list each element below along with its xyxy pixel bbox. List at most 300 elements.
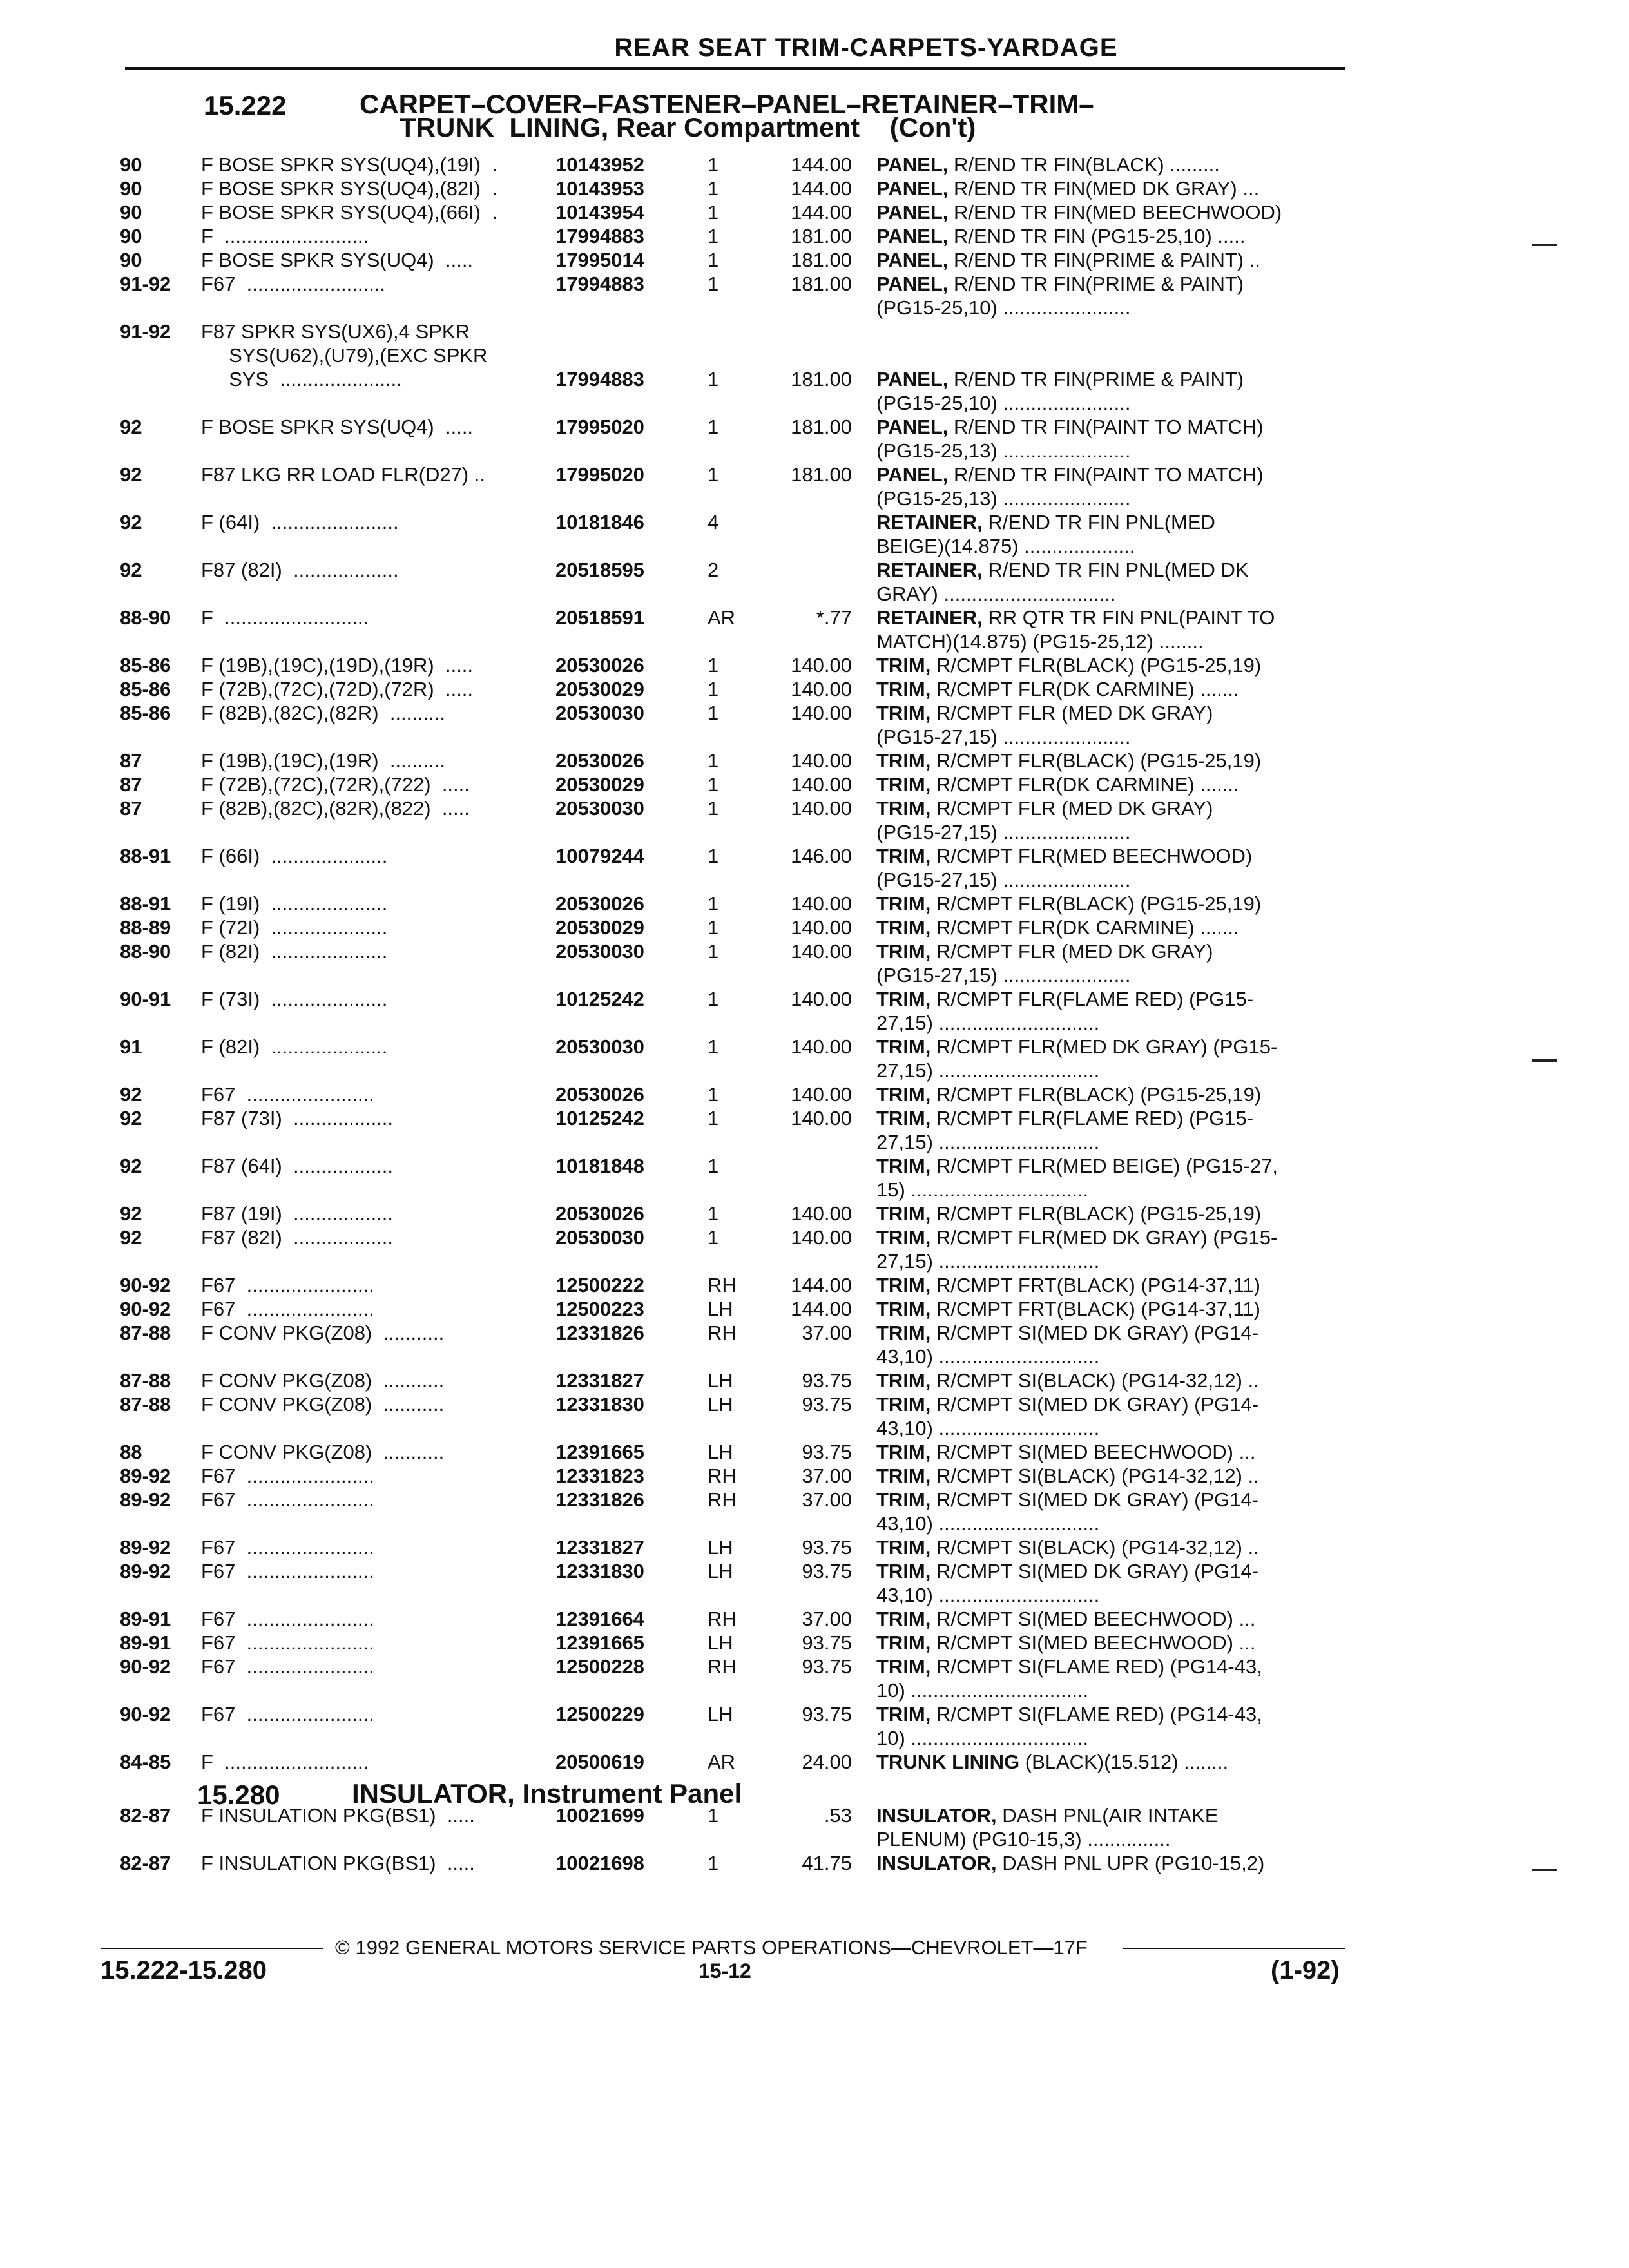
row-year: 89-91: [120, 1631, 171, 1654]
row-application: F (19I) .....................: [201, 892, 388, 915]
row-application: F ..........................: [201, 606, 369, 629]
row-year: 90: [120, 177, 142, 200]
row-description-keyword: RETAINER,: [876, 606, 983, 629]
row-price: 140.00: [791, 1035, 852, 1058]
row-description-keyword: TRIM,: [876, 1155, 931, 1177]
row-description-text: (PG15-27,15) .......................: [876, 726, 1131, 748]
row-description-keyword: TRIM,: [876, 916, 931, 939]
row-description-text: MATCH)(14.875) (PG15-25,12) ........: [876, 630, 1204, 653]
table-row: [0, 1464, 1629, 1488]
row-description-text: R/CMPT FRT(BLACK) (PG14-37,11): [930, 1274, 1260, 1296]
row-description: [876, 987, 1340, 1011]
row-quantity: 2: [708, 559, 719, 581]
row-quantity: RH: [708, 1655, 737, 1678]
table-row: [0, 963, 1629, 987]
row-application: F CONV PKG(Z08) ...........: [201, 1393, 445, 1416]
table-row: [0, 272, 1629, 296]
row-description: [876, 1559, 1340, 1583]
row-quantity: RH: [708, 1274, 737, 1296]
row-quantity: LH: [708, 1536, 733, 1559]
row-price: .53: [824, 1804, 852, 1827]
table-row: [0, 629, 1629, 653]
row-quantity: 1: [708, 177, 719, 200]
row-description-keyword: TRIM,: [876, 1536, 931, 1559]
row-description-text: (BLACK)(15.512) ........: [1019, 1751, 1229, 1773]
row-description-keyword: TRIM,: [876, 845, 931, 867]
row-year: 90-92: [120, 1703, 171, 1725]
row-description: [876, 534, 1340, 558]
row-description-text: 15) ................................: [876, 1178, 1089, 1201]
row-part-number: 12391665: [555, 1441, 644, 1463]
row-description-keyword: TRIM,: [876, 1202, 931, 1225]
row-description-keyword: TRIM,: [876, 1369, 931, 1392]
row-price: 144.00: [791, 1298, 852, 1320]
row-description: [876, 749, 1340, 773]
row-year: 84-85: [120, 1751, 171, 1773]
row-part-number: 20530026: [555, 749, 644, 772]
section-title: CARPET–COVER–FASTENER–PANEL–RETAINER–TRIM–: [360, 89, 1094, 119]
row-description-text: R/END TR FIN (PG15-25,10) .....: [948, 225, 1246, 247]
row-description-text: R/CMPT SI(MED BEECHWOOD) ...: [930, 1631, 1256, 1654]
row-description-text: R/CMPT SI(FLAME RED) (PG14-43,: [930, 1655, 1262, 1678]
row-description-keyword: TRIM,: [876, 773, 931, 796]
table-row: [0, 1851, 1629, 1875]
row-price: 37.00: [802, 1321, 852, 1344]
row-year: 92: [120, 1202, 142, 1225]
row-year: 88-91: [120, 845, 171, 867]
row-description-text: R/CMPT FLR(BLACK) (PG15-25,19): [930, 892, 1262, 915]
row-year: 91-92: [120, 320, 171, 343]
row-description-keyword: TRIM,: [876, 1226, 931, 1249]
table-row: [0, 606, 1629, 629]
row-description-text: R/CMPT SI(MED DK GRAY) (PG14-: [930, 1560, 1259, 1582]
row-description: [876, 1631, 1340, 1655]
row-part-number: 17995020: [555, 416, 644, 438]
row-description: [876, 248, 1340, 272]
row-price: 144.00: [791, 177, 852, 200]
row-description-text: R/CMPT SI(MED DK GRAY) (PG14-: [930, 1488, 1259, 1511]
row-description: [876, 725, 1340, 749]
table-row: [0, 153, 1629, 177]
row-part-number: 10021698: [555, 1852, 644, 1874]
row-application: F CONV PKG(Z08) ...........: [201, 1369, 445, 1392]
table-row: [0, 343, 1629, 367]
row-description-keyword: TRIM,: [876, 1655, 931, 1678]
row-year: 90-91: [120, 988, 171, 1010]
row-price: *.77: [816, 606, 852, 629]
table-row: [0, 1154, 1629, 1178]
row-application: F ..........................: [201, 225, 369, 247]
row-application: F87 (73I) ..................: [201, 1107, 394, 1129]
row-price: 37.00: [802, 1608, 852, 1630]
row-application: F CONV PKG(Z08) ...........: [201, 1321, 445, 1344]
row-description-text: 10) ................................: [876, 1727, 1089, 1749]
row-part-number: 10143953: [555, 177, 644, 200]
row-price: 93.75: [802, 1536, 852, 1559]
table-row: [0, 177, 1629, 200]
row-description-text: (PG15-27,15) .......................: [876, 869, 1131, 891]
row-year: 88-90: [120, 606, 171, 629]
row-price: 93.75: [802, 1655, 852, 1678]
row-price: 140.00: [791, 1226, 852, 1249]
row-year: 91: [120, 1035, 142, 1058]
row-description: [876, 1702, 1340, 1726]
table-row: [0, 1225, 1629, 1249]
row-application: F (82B),(82C),(82R) ..........: [201, 702, 445, 724]
row-description-keyword: TRIM,: [876, 1703, 931, 1725]
margin-mark: [1532, 1869, 1557, 1871]
row-application: F67 .......................: [201, 1298, 374, 1320]
row-quantity: 1: [708, 368, 719, 390]
row-price: 181.00: [791, 225, 852, 247]
row-price: 37.00: [802, 1465, 852, 1487]
row-quantity: 1: [708, 1226, 719, 1249]
row-description: [876, 224, 1340, 248]
row-description: [876, 1059, 1340, 1082]
row-year: 87: [120, 749, 142, 772]
row-price: 140.00: [791, 1107, 852, 1129]
footer-rule-right: [1123, 1948, 1345, 1949]
row-description: [876, 272, 1340, 296]
row-description: [876, 1321, 1340, 1345]
row-description: [876, 582, 1340, 606]
row-description: [876, 1082, 1340, 1106]
page-header-title: REAR SEAT TRIM-CARPETS-YARDAGE: [614, 34, 1118, 62]
footer-rule-left: [101, 1948, 323, 1949]
row-description-text: 43,10) .............................: [876, 1345, 1100, 1368]
table-row: [0, 1416, 1629, 1440]
row-description-keyword: TRIM,: [876, 1393, 931, 1416]
row-year: 90-92: [120, 1274, 171, 1296]
table-row: [0, 1726, 1629, 1750]
row-price: 93.75: [802, 1369, 852, 1392]
row-description: [876, 1440, 1340, 1464]
table-row: [0, 1631, 1629, 1655]
row-application: F BOSE SPKR SYS(UQ4),(19I) .: [201, 153, 497, 176]
row-description-keyword: RETAINER,: [876, 511, 983, 533]
row-part-number: 10079244: [555, 845, 644, 867]
row-part-number: 20530030: [555, 1226, 644, 1249]
row-description-keyword: TRIM,: [876, 1560, 931, 1582]
table-row: [0, 701, 1629, 725]
row-description-keyword: TRIM,: [876, 749, 931, 772]
row-description: [876, 1750, 1340, 1774]
row-application: F67 .......................: [201, 1655, 374, 1678]
row-description: [876, 701, 1340, 725]
table-row: [0, 224, 1629, 248]
row-description: [876, 1583, 1340, 1607]
table-row: [0, 582, 1629, 606]
row-price: 93.75: [802, 1703, 852, 1725]
row-description-text: 27,15) .............................: [876, 1131, 1100, 1153]
row-description-text: R/CMPT SI(BLACK) (PG14-32,12) ..: [930, 1536, 1259, 1559]
row-price: 93.75: [802, 1560, 852, 1582]
table-row: [0, 1488, 1629, 1512]
row-year: 92: [120, 1155, 142, 1177]
row-description-text: R/CMPT FLR(DK CARMINE) .......: [930, 916, 1239, 939]
row-description-text: R/CMPT SI(MED DK GRAY) (PG14-: [930, 1321, 1259, 1344]
row-part-number: 12331830: [555, 1393, 644, 1416]
table-row: [0, 415, 1629, 439]
row-description: [876, 1225, 1340, 1249]
row-application: F BOSE SPKR SYS(UQ4) .....: [201, 416, 474, 438]
row-description: [876, 439, 1340, 463]
row-price: 181.00: [791, 249, 852, 271]
row-description-text: R/CMPT SI(MED BEECHWOOD) ...: [930, 1608, 1256, 1630]
row-description-text: (PG15-25,13) .......................: [876, 439, 1131, 462]
row-description: [876, 1464, 1340, 1488]
row-description-text: R/CMPT FLR(MED DK GRAY) (PG15-: [930, 1226, 1278, 1249]
row-quantity: 1: [708, 916, 719, 939]
table-row: [0, 1583, 1629, 1607]
row-part-number: 20530026: [555, 1202, 644, 1225]
row-description-keyword: TRUNK LINING: [876, 1751, 1020, 1773]
table-row: [0, 820, 1629, 844]
row-year: 92: [120, 1083, 142, 1106]
table-row: [0, 367, 1629, 391]
row-application: F67 .......................: [201, 1488, 374, 1511]
row-quantity: 1: [708, 1852, 719, 1874]
row-part-number: 20518591: [555, 606, 644, 629]
row-description: [876, 916, 1340, 939]
table-row: [0, 1273, 1629, 1297]
row-quantity: 1: [708, 749, 719, 772]
row-application: F67 .......................: [201, 1560, 374, 1582]
row-description-keyword: PANEL,: [876, 368, 949, 390]
row-year: 85-86: [120, 654, 171, 677]
row-application: F (64I) .......................: [201, 511, 399, 533]
row-part-number: 10143952: [555, 153, 644, 176]
row-year: 87: [120, 797, 142, 820]
row-description: [876, 963, 1340, 987]
table-row: [0, 534, 1629, 558]
row-description-text: R/CMPT FLR(MED BEIGE) (PG15-27,: [930, 1155, 1278, 1177]
row-part-number: 20530029: [555, 773, 644, 796]
row-description-text: R/CMPT FRT(BLACK) (PG14-37,11): [930, 1298, 1260, 1320]
row-price: 144.00: [791, 201, 852, 224]
section-number: 15.222: [204, 90, 287, 120]
margin-mark: [1532, 1059, 1557, 1062]
row-year: 87-88: [120, 1369, 171, 1392]
row-description: [876, 868, 1340, 892]
row-description-text: R/CMPT FLR(MED BEECHWOOD): [930, 845, 1253, 867]
row-description: [876, 1803, 1340, 1827]
row-description-keyword: INSULATOR,: [876, 1852, 997, 1874]
row-description-text: R/CMPT FLR(MED DK GRAY) (PG15-: [930, 1035, 1278, 1058]
row-quantity: 1: [708, 797, 719, 820]
row-application: F (19B),(19C),(19R) ..........: [201, 749, 445, 772]
row-price: 140.00: [791, 940, 852, 963]
row-part-number: 12331823: [555, 1465, 644, 1487]
table-row: [0, 248, 1629, 272]
row-description: [876, 558, 1340, 582]
row-description: [876, 296, 1340, 320]
table-row: [0, 558, 1629, 582]
row-application: F BOSE SPKR SYS(UQ4),(82I) .: [201, 177, 497, 200]
row-description-text: R/CMPT SI(BLACK) (PG14-32,12) ..: [930, 1369, 1259, 1392]
row-price: 140.00: [791, 1202, 852, 1225]
row-part-number: 20530030: [555, 702, 644, 724]
footer-copyright: © 1992 GENERAL MOTORS SERVICE PARTS OPERATIONS—CHEVROLET—17F: [335, 1936, 1088, 1959]
row-application: F67 .......................: [201, 1608, 374, 1630]
row-description: [876, 629, 1340, 653]
row-price: 146.00: [791, 845, 852, 867]
row-description-text: R/END TR FIN(PRIME & PAINT) ..: [948, 249, 1260, 271]
row-application: F BOSE SPKR SYS(UQ4),(66I) .: [201, 201, 497, 224]
row-price: 181.00: [791, 273, 852, 295]
row-price: 140.00: [791, 702, 852, 724]
row-description-text: R/CMPT SI(MED DK GRAY) (PG14-: [930, 1393, 1259, 1416]
row-quantity: 1: [708, 463, 719, 486]
row-description: [876, 1607, 1340, 1631]
footer-page-number: 15-12: [699, 1959, 751, 1983]
row-application: F67 .......................: [201, 1703, 374, 1725]
row-description-keyword: TRIM,: [876, 1107, 931, 1129]
row-application: F87 (19I) ..................: [201, 1202, 394, 1225]
row-description-text: R/CMPT FLR (MED DK GRAY): [930, 797, 1213, 820]
row-part-number: 20530030: [555, 797, 644, 820]
row-year: 90-92: [120, 1298, 171, 1320]
table-row: [0, 1392, 1629, 1416]
row-description-text: R/END TR FIN(PRIME & PAINT): [948, 368, 1244, 390]
footer-section-range: 15.222-15.280: [101, 1956, 267, 1984]
table-row: [0, 1655, 1629, 1678]
table-row: [0, 439, 1629, 463]
row-price: 140.00: [791, 1083, 852, 1106]
row-application: SYS ......................: [201, 368, 402, 390]
row-application: F67 .......................: [201, 1465, 374, 1487]
row-quantity: 1: [708, 273, 719, 295]
row-description: [876, 939, 1340, 963]
table-row: [0, 868, 1629, 892]
row-year: 89-91: [120, 1608, 171, 1630]
row-price: 181.00: [791, 416, 852, 438]
row-price: 24.00: [802, 1751, 852, 1773]
row-year: 89-92: [120, 1465, 171, 1487]
row-description-keyword: TRIM,: [876, 1298, 931, 1320]
row-description: [876, 820, 1340, 844]
row-application: F BOSE SPKR SYS(UQ4) .....: [201, 249, 474, 271]
row-quantity: LH: [708, 1298, 733, 1320]
table-row: [0, 939, 1629, 963]
row-description: [876, 1202, 1340, 1225]
row-quantity: 1: [708, 845, 719, 867]
row-part-number: 20530030: [555, 940, 644, 963]
table-row: [0, 1345, 1629, 1369]
row-quantity: LH: [708, 1631, 733, 1654]
row-description-text: (PG15-25,10) .......................: [876, 296, 1131, 319]
table-row: [0, 773, 1629, 796]
row-description-text: 43,10) .............................: [876, 1512, 1100, 1535]
row-price: 144.00: [791, 1274, 852, 1296]
row-application: F87 SPKR SYS(UX6),4 SPKR: [201, 320, 470, 343]
row-description-keyword: TRIM,: [876, 1274, 931, 1296]
row-description-text: 10) ................................: [876, 1679, 1089, 1702]
row-description: [876, 606, 1340, 629]
row-price: 140.00: [791, 797, 852, 820]
row-year: 92: [120, 463, 142, 486]
row-quantity: 1: [708, 153, 719, 176]
row-description: [876, 1827, 1340, 1851]
row-year: 89-92: [120, 1536, 171, 1559]
row-part-number: 17994883: [555, 368, 644, 390]
row-quantity: 1: [708, 1107, 719, 1129]
row-application: F INSULATION PKG(BS1) .....: [201, 1852, 475, 1874]
row-description-text: (PG15-25,13) .......................: [876, 487, 1131, 510]
row-description-text: R/CMPT FLR(FLAME RED) (PG15-: [930, 988, 1254, 1010]
row-part-number: 12331830: [555, 1560, 644, 1582]
row-quantity: AR: [708, 1751, 736, 1773]
row-description-keyword: PANEL,: [876, 177, 949, 200]
row-part-number: 20530026: [555, 654, 644, 677]
row-description-keyword: TRIM,: [876, 702, 931, 724]
row-part-number: 10021699: [555, 1804, 644, 1827]
row-quantity: 1: [708, 1035, 719, 1058]
row-application: F CONV PKG(Z08) ...........: [201, 1441, 445, 1463]
table-row: [0, 486, 1629, 510]
margin-mark: [1532, 244, 1557, 246]
row-application: F67 .......................: [201, 1631, 374, 1654]
row-description: [876, 1178, 1340, 1202]
table-row: [0, 653, 1629, 677]
table-row: [0, 844, 1629, 868]
row-application: F (19B),(19C),(19D),(19R) .....: [201, 654, 474, 677]
row-description-text: R/END TR FIN(PAINT TO MATCH): [948, 416, 1264, 438]
row-price: 140.00: [791, 654, 852, 677]
row-description-text: DASH PNL UPR (PG10-15,2): [996, 1852, 1265, 1874]
row-description-keyword: PANEL,: [876, 249, 949, 271]
row-description-keyword: PANEL,: [876, 416, 949, 438]
row-part-number: 10125242: [555, 988, 644, 1010]
row-description: [876, 1726, 1340, 1750]
row-description: [876, 1416, 1340, 1440]
row-quantity: AR: [708, 606, 736, 629]
row-application: F ..........................: [201, 1751, 369, 1773]
row-price: 93.75: [802, 1393, 852, 1416]
row-part-number: 12500229: [555, 1703, 644, 1725]
row-part-number: 12500223: [555, 1298, 644, 1320]
row-description: [876, 1130, 1340, 1154]
row-application: F INSULATION PKG(BS1) .....: [201, 1804, 475, 1827]
row-application: F (73I) .....................: [201, 988, 388, 1010]
row-description: [876, 653, 1340, 677]
row-application: F (72B),(72C),(72D),(72R) .....: [201, 678, 474, 700]
row-description: [876, 1851, 1340, 1875]
row-year: 87-88: [120, 1393, 171, 1416]
row-description: [876, 510, 1340, 534]
row-part-number: 20530030: [555, 1035, 644, 1058]
table-row: [0, 916, 1629, 939]
row-description-keyword: TRIM,: [876, 1321, 931, 1344]
row-description-text: GRAY) ...............................: [876, 582, 1116, 605]
row-price: 181.00: [791, 368, 852, 390]
row-description-text: 27,15) .............................: [876, 1059, 1100, 1082]
row-part-number: 20530026: [555, 1083, 644, 1106]
row-description: [876, 415, 1340, 439]
row-description-text: R/CMPT FLR(DK CARMINE) .......: [930, 773, 1239, 796]
row-quantity: 1: [708, 773, 719, 796]
row-description-text: R/CMPT SI(FLAME RED) (PG14-43,: [930, 1703, 1262, 1725]
row-price: 140.00: [791, 988, 852, 1010]
row-price: 140.00: [791, 749, 852, 772]
row-part-number: 17994883: [555, 273, 644, 295]
row-part-number: 10181848: [555, 1155, 644, 1177]
row-year: 92: [120, 416, 142, 438]
row-price: 140.00: [791, 773, 852, 796]
row-description-keyword: TRIM,: [876, 1465, 931, 1487]
row-quantity: 1: [708, 1804, 719, 1827]
row-description: [876, 486, 1340, 510]
